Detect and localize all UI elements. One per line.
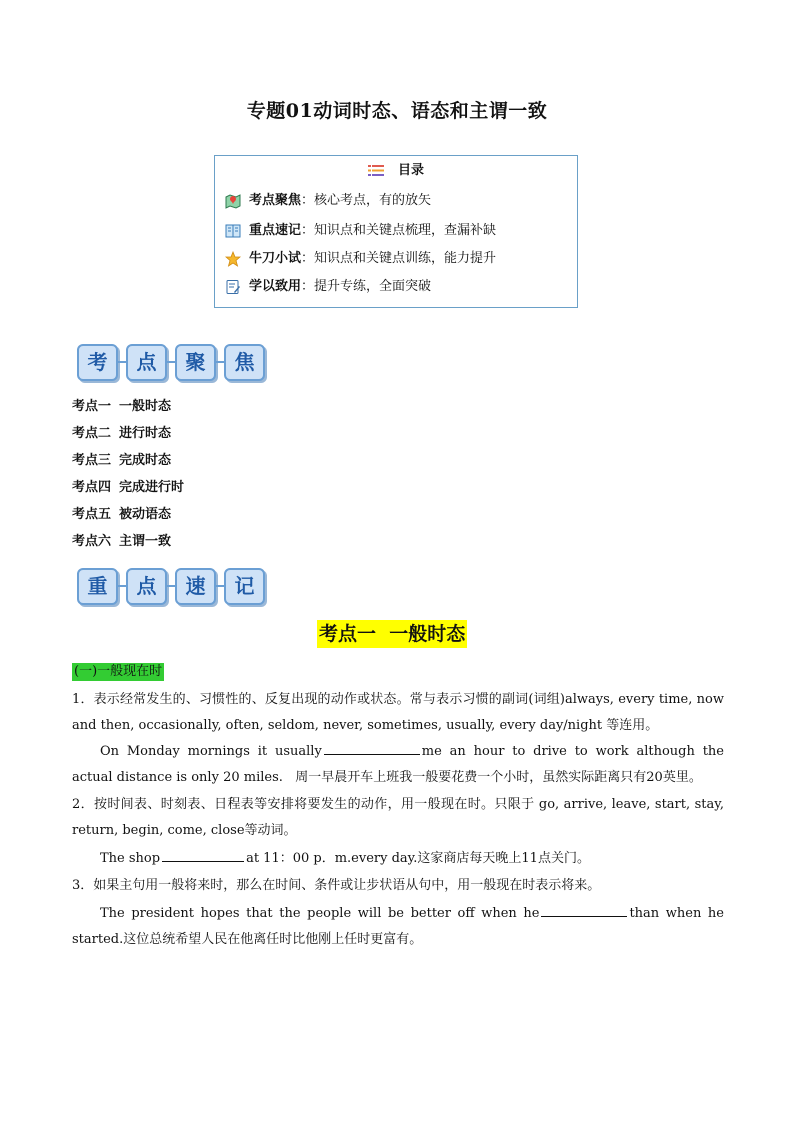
table-of-contents — [214, 155, 578, 308]
rule-paragraph-1: 1．表示经常发生的、习惯性的、反复出现的动作或状态。常与表示习惯的副词(词组)always, every time, now and then, occasionally, often, seldom, never, sometimes, usually, every day/night 等连用。 — [72, 692, 724, 733]
toc-item-kaodian-jujiao: 考点聚焦：核心考点，有的放矢 — [225, 191, 431, 211]
rule-paragraph-3: 3．如果主句用一般将来时，那么在时间、条件或让步状语从句中，用一般现在时表示将来。 — [72, 878, 601, 893]
example-paragraph-1: On Monday mornings it usually me an hour to drive to work although the actual distance is only 20 miles. 周一早晨开车上班我一般要花费一个小时，虽然实际距离只有20英里。 — [72, 739, 724, 791]
toc-item-zhongdian-suji: 重点速记：知识点和关键点梳理，查漏补缺 — [225, 221, 496, 241]
toc-item-label: 学以致用 — [249, 279, 302, 294]
fill-blank[interactable] — [324, 740, 420, 755]
fill-blank[interactable] — [162, 847, 244, 862]
list-item: 考点四 完成进行时 — [72, 480, 185, 495]
banner-char: 速 — [175, 568, 216, 605]
toc-item-desc: 核心考点，有的放矢 — [314, 193, 432, 208]
banner-connector — [167, 585, 175, 587]
toc-heading-row — [215, 159, 577, 178]
banner-char: 点 — [126, 568, 167, 605]
toc-item-label: 重点速记 — [249, 223, 302, 238]
example-paragraph-2: The shop at 11：00 p．m.every day.这家商店每天晚上11点关门。 — [72, 846, 724, 872]
star-icon — [225, 251, 241, 267]
list-item: 考点二 进行时态 — [72, 426, 172, 441]
toc-item-desc: 提升专练，全面突破 — [314, 279, 432, 294]
list-item: 考点六 主谓一致 — [72, 534, 172, 549]
section-title: 考点一 一般时态 — [317, 620, 467, 648]
toc-item-xueyi-zhiyong: 学以致用：提升专练，全面突破 — [225, 277, 431, 297]
notepad-icon — [225, 279, 241, 295]
rule-paragraph-2: 2．按时间表、时刻表、日程表等安排将要发生的动作，用一般现在时。只限于 go, arrive, leave, start, stay, return, begin, come, close等动词。 — [72, 797, 724, 838]
banner-char: 聚 — [175, 344, 216, 381]
book-icon — [225, 223, 241, 239]
list-item: 考点三 完成时态 — [72, 453, 172, 468]
map-icon — [225, 193, 241, 209]
toc-heading: 目录 — [397, 163, 424, 178]
toc-item-desc: 知识点和关键点梳理，查漏补缺 — [314, 223, 497, 238]
banner-char: 焦 — [224, 344, 265, 381]
kaodian-list — [72, 397, 184, 559]
toc-item-label: 考点聚焦 — [249, 193, 302, 208]
page-title: 专题01动词时态、语态和主谓一致 — [246, 100, 548, 122]
list-icon — [368, 165, 384, 176]
banner-connector — [118, 361, 126, 363]
banner-char: 重 — [77, 568, 118, 605]
banner-connector — [216, 585, 224, 587]
banner-connector — [216, 361, 224, 363]
banner-char: 考 — [77, 344, 118, 381]
example-paragraph-3: The president hopes that the people will be better off when he than when he started.这位总统希望人民在他离任时比他刚上任时更富有。 — [72, 901, 724, 953]
toc-item-label: 牛刀小试 — [249, 251, 302, 266]
banner-char: 记 — [224, 568, 265, 605]
list-item: 考点一 一般时态 — [72, 399, 172, 414]
banner-char: 点 — [126, 344, 167, 381]
list-item: 考点五 被动语态 — [72, 507, 172, 522]
banner-connector — [118, 585, 126, 587]
banner-connector — [167, 361, 175, 363]
subsection-title: (一)一般现在时 — [74, 664, 163, 679]
toc-item-desc: 知识点和关键点训练，能力提升 — [314, 251, 497, 266]
fill-blank[interactable] — [541, 902, 627, 917]
toc-item-niudao-xiaoshi: 牛刀小试：知识点和关键点训练，能力提升 — [225, 249, 496, 269]
